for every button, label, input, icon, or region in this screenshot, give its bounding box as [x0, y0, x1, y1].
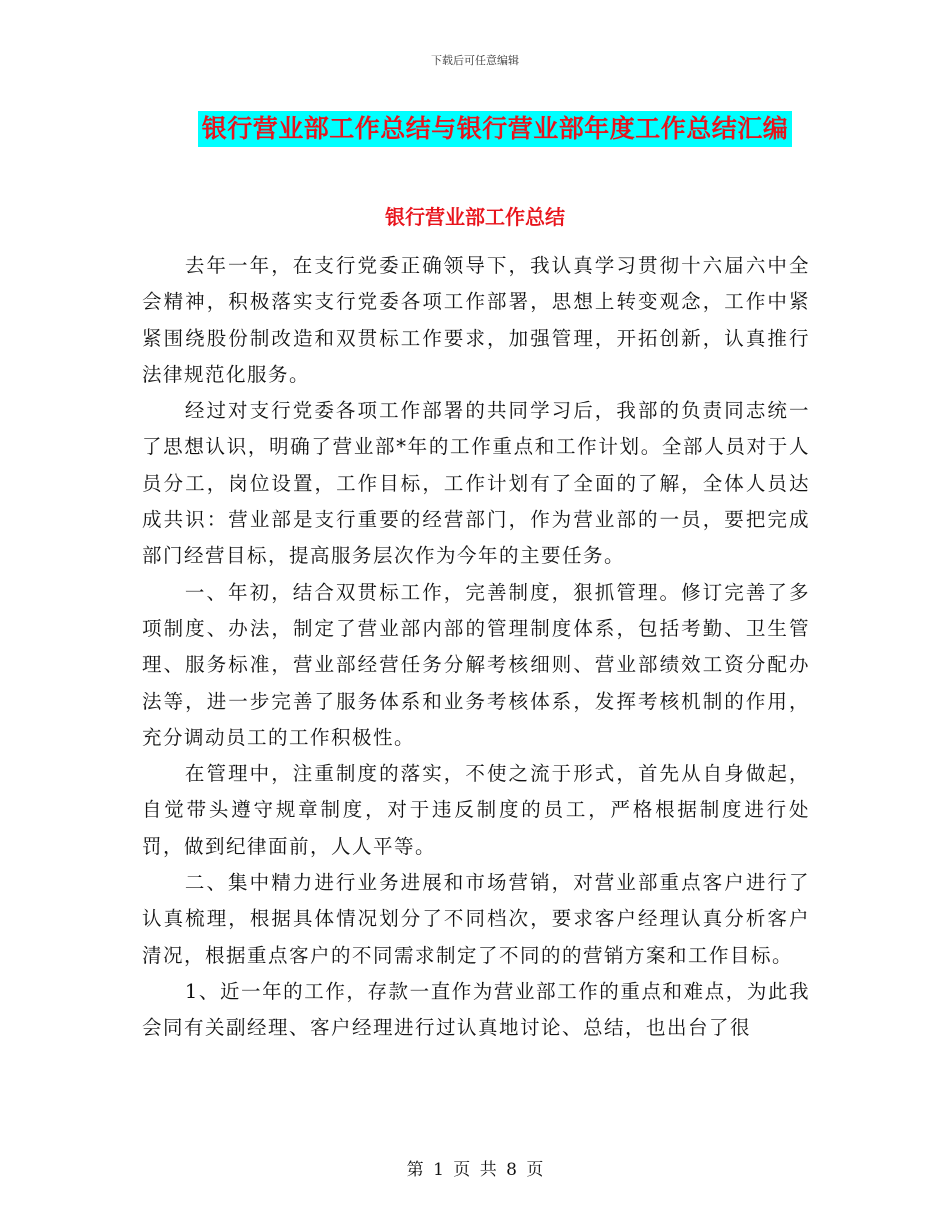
section-title: 银行营业部工作总结 [385, 205, 565, 229]
paragraph: 二、集中精力进行业务进展和市场营销，对营业部重点客户进行了认真梳理，根据具体情况划分了不同档次，要求客户经理认真分析客户清况，根据重点客户的不同需求制定了不同的的营销方案和工作目标。 [142, 871, 810, 967]
paragraph: 经过对支行党委各项工作部署的共同学习后，我部的负责同志统一了思想认识，明确了营业部*年的工作重点和工作计划。全部人员对于人员分工，岗位设置，工作目标，工作计划有了全面的了解，全体人员达成共识：营业部是支行重要的经营部门，作为营业部的一员，要把完成部门经营目标，提高服务层次作为今年的主要任务。 [142, 399, 810, 568]
page-number-footer: 第 1 页 共 8 页 [406, 1160, 544, 1180]
header-note: 下载后可任意编辑 [431, 54, 519, 67]
paragraph: 1、近一年的工作，存款一直作为营业部工作的重点和难点，为此我会同有关副经理、客户经理进行过认真地讨论、总结，也出台了很 [142, 979, 810, 1040]
title-container [0, 111, 950, 147]
document-title: 银行营业部工作总结与银行营业部年度工作总结汇编 [198, 111, 793, 147]
document-body [142, 248, 810, 1047]
paragraph: 去年一年，在支行党委正确领导下，我认真学习贯彻十六届六中全会精神，积极落实支行党委各项工作部署，思想上转变观念，工作中紧紧围绕股份制改造和双贯标工作要求，加强管理，开拓创新，认真推行法律规范化服务。 [142, 254, 810, 386]
paragraph: 一、年初，结合双贯标工作，完善制度，狠抓管理。修订完善了多项制度、办法，制定了营业部内部的管理制度体系，包括考勤、卫生管理、服务标准，营业部经营任务分解考核细则、营业部绩效工资分配办法等，进一步完善了服务体系和业务考核体系，发挥考核机制的作用，充分调动员工的工作积极性。 [142, 580, 810, 749]
paragraph: 在管理中，注重制度的落实，不使之流于形式，首先从自身做起，自觉带头遵守规章制度，对于违反制度的员工，严格根据制度进行处罚，做到纪律面前，人人平等。 [142, 762, 810, 858]
